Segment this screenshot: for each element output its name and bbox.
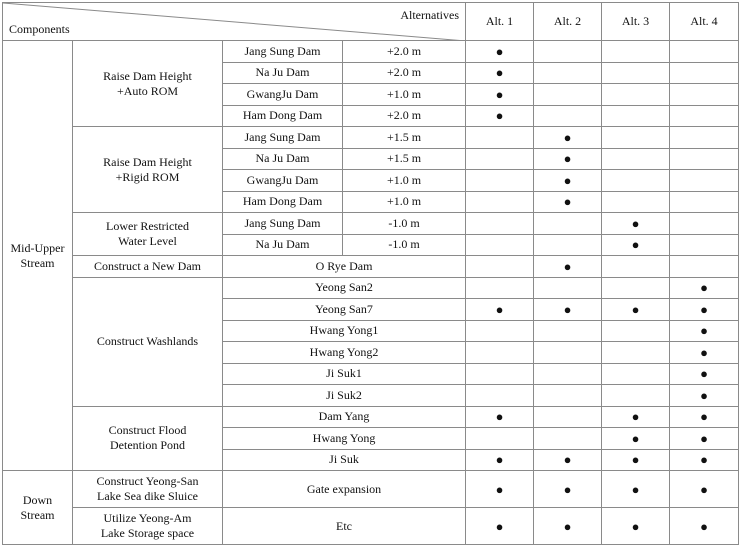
mark-cell: ● [466, 299, 534, 321]
site-cell: Ji Suk [223, 449, 466, 471]
alt-3-header: Alt. 3 [602, 3, 670, 41]
mark-cell: ● [670, 428, 739, 450]
value-cell: +2.0 m [343, 105, 466, 127]
mark-cell [466, 213, 534, 235]
mark-cell [534, 41, 602, 63]
mark-cell [670, 256, 739, 278]
mark-cell: ● [602, 449, 670, 471]
table-row [3, 41, 739, 63]
alt-4-header: Alt. 4 [670, 3, 739, 41]
table-row [3, 508, 739, 545]
table-row [3, 256, 739, 278]
alternatives-table [2, 2, 739, 545]
mark-cell [602, 84, 670, 106]
site-cell: Jang Sung Dam [223, 127, 343, 149]
mark-cell [670, 213, 739, 235]
mark-cell [466, 234, 534, 256]
alt-2-header: Alt. 2 [534, 3, 602, 41]
mark-cell [534, 277, 602, 299]
mark-cell [466, 256, 534, 278]
mark-cell [466, 170, 534, 192]
mark-cell [466, 277, 534, 299]
mark-cell [534, 385, 602, 407]
site-cell: Hwang Yong [223, 428, 466, 450]
mark-cell: ● [466, 406, 534, 428]
mark-cell: ● [466, 449, 534, 471]
mark-cell: ● [602, 234, 670, 256]
site-cell: Ham Dong Dam [223, 191, 343, 213]
mark-cell [670, 148, 739, 170]
site-cell: Ji Suk2 [223, 385, 466, 407]
mark-cell: ● [670, 363, 739, 385]
site-cell: Ham Dong Dam [223, 105, 343, 127]
mark-cell [670, 191, 739, 213]
mark-cell [466, 363, 534, 385]
section-utilize-lake-storage [73, 508, 223, 545]
mark-cell [466, 320, 534, 342]
site-cell: O Rye Dam [223, 256, 466, 278]
mark-cell: ● [670, 406, 739, 428]
mark-cell [602, 148, 670, 170]
mark-cell [602, 170, 670, 192]
value-cell: +1.5 m [343, 127, 466, 149]
mark-cell: ● [670, 299, 739, 321]
mark-cell [534, 62, 602, 84]
mark-cell [466, 385, 534, 407]
site-cell: Na Ju Dam [223, 148, 343, 170]
section-construct-flood-detention-pond [73, 406, 223, 471]
mark-cell: ● [670, 342, 739, 364]
value-cell: +1.5 m [343, 148, 466, 170]
section-label: Raise Dam Height +Auto ROM [103, 68, 192, 98]
site-cell: Hwang Yong1 [223, 320, 466, 342]
group-mid-upper-stream [3, 41, 73, 471]
mark-cell [534, 363, 602, 385]
table-row [3, 213, 739, 235]
table-row [3, 127, 739, 149]
mark-cell: ● [466, 508, 534, 545]
site-cell: Na Ju Dam [223, 234, 343, 256]
mark-cell [466, 127, 534, 149]
table-row [3, 277, 739, 299]
mark-cell: ● [466, 62, 534, 84]
mark-cell [534, 320, 602, 342]
site-cell: Yeong San7 [223, 299, 466, 321]
value-cell: -1.0 m [343, 213, 466, 235]
mark-cell [670, 41, 739, 63]
site-cell: Ji Suk1 [223, 363, 466, 385]
section-construct-washlands: Construct Washlands [73, 277, 223, 406]
mark-cell: ● [534, 449, 602, 471]
mark-cell [602, 363, 670, 385]
mark-cell: ● [534, 299, 602, 321]
mark-cell [602, 385, 670, 407]
mark-cell: ● [602, 406, 670, 428]
site-cell: GwangJu Dam [223, 170, 343, 192]
mark-cell [670, 84, 739, 106]
section-construct-sea-dike-sluice [73, 471, 223, 508]
mark-cell [670, 234, 739, 256]
components-label: Components [9, 22, 70, 36]
mark-cell: ● [602, 299, 670, 321]
mark-cell: ● [602, 428, 670, 450]
diagonal-header-cell [3, 3, 466, 41]
mark-cell: ● [670, 277, 739, 299]
table-row [3, 406, 739, 428]
mark-cell [534, 105, 602, 127]
mark-cell: ● [466, 105, 534, 127]
value-cell: +1.0 m [343, 191, 466, 213]
site-cell: Yeong San2 [223, 277, 466, 299]
mark-cell: ● [670, 385, 739, 407]
mark-cell: ● [602, 471, 670, 508]
mark-cell: ● [534, 170, 602, 192]
site-cell: Dam Yang [223, 406, 466, 428]
value-cell: +1.0 m [343, 170, 466, 192]
section-raise-dam-auto-rom [73, 41, 223, 127]
mark-cell: ● [466, 41, 534, 63]
mark-cell: ● [534, 256, 602, 278]
mark-cell [466, 191, 534, 213]
section-label: Utilize Yeong-Am Lake Storage space [100, 511, 195, 540]
mark-cell [602, 342, 670, 364]
mark-cell [670, 127, 739, 149]
mark-cell: ● [534, 471, 602, 508]
mark-cell [670, 62, 739, 84]
site-cell: Etc [223, 508, 466, 545]
site-cell: Hwang Yong2 [223, 342, 466, 364]
mark-cell [534, 342, 602, 364]
section-label: Lower Restricted Water Level [106, 219, 189, 248]
mark-cell [602, 127, 670, 149]
mark-cell [534, 84, 602, 106]
mark-cell: ● [602, 213, 670, 235]
mark-cell [534, 213, 602, 235]
section-construct-new-dam: Construct a New Dam [73, 256, 223, 278]
mark-cell: ● [670, 471, 739, 508]
mark-cell [534, 428, 602, 450]
section-raise-dam-rigid-rom [73, 127, 223, 213]
mark-cell: ● [534, 148, 602, 170]
alternatives-table-container [2, 2, 739, 545]
mark-cell: ● [466, 471, 534, 508]
alt-1-header: Alt. 1 [466, 3, 534, 41]
group-label: Down Stream [20, 492, 55, 522]
mark-cell [602, 191, 670, 213]
table-row [3, 471, 739, 508]
mark-cell [534, 234, 602, 256]
mark-cell [534, 406, 602, 428]
header-row [3, 3, 739, 41]
mark-cell: ● [602, 508, 670, 545]
mark-cell: ● [670, 508, 739, 545]
section-label: Construct Yeong-San Lake Sea dike Sluice [96, 474, 199, 503]
site-cell: GwangJu Dam [223, 84, 343, 106]
mark-cell [602, 277, 670, 299]
mark-cell [670, 105, 739, 127]
mark-cell: ● [670, 320, 739, 342]
alternatives-label: Alternatives [400, 8, 459, 22]
section-label: Raise Dam Height +Rigid ROM [103, 154, 192, 184]
value-cell: +2.0 m [343, 62, 466, 84]
value-cell: +2.0 m [343, 41, 466, 63]
diagonal-line [3, 3, 466, 41]
mark-cell: ● [534, 191, 602, 213]
mark-cell: ● [534, 127, 602, 149]
value-cell: +1.0 m [343, 84, 466, 106]
site-cell: Na Ju Dam [223, 62, 343, 84]
mark-cell [466, 148, 534, 170]
section-label: Construct Flood Detention Pond [108, 423, 187, 453]
mark-cell [466, 342, 534, 364]
mark-cell: ● [670, 449, 739, 471]
site-cell: Jang Sung Dam [223, 213, 343, 235]
mark-cell [670, 170, 739, 192]
mark-cell [602, 62, 670, 84]
mark-cell [602, 256, 670, 278]
mark-cell: ● [534, 508, 602, 545]
site-cell: Jang Sung Dam [223, 41, 343, 63]
mark-cell [602, 105, 670, 127]
mark-cell [602, 320, 670, 342]
group-label: Mid-Upper Stream [10, 240, 65, 270]
group-down-stream [3, 471, 73, 545]
value-cell: -1.0 m [343, 234, 466, 256]
mark-cell: ● [466, 84, 534, 106]
mark-cell [602, 41, 670, 63]
section-lower-restricted-water-level [73, 213, 223, 256]
mark-cell [466, 428, 534, 450]
site-cell: Gate expansion [223, 471, 466, 508]
